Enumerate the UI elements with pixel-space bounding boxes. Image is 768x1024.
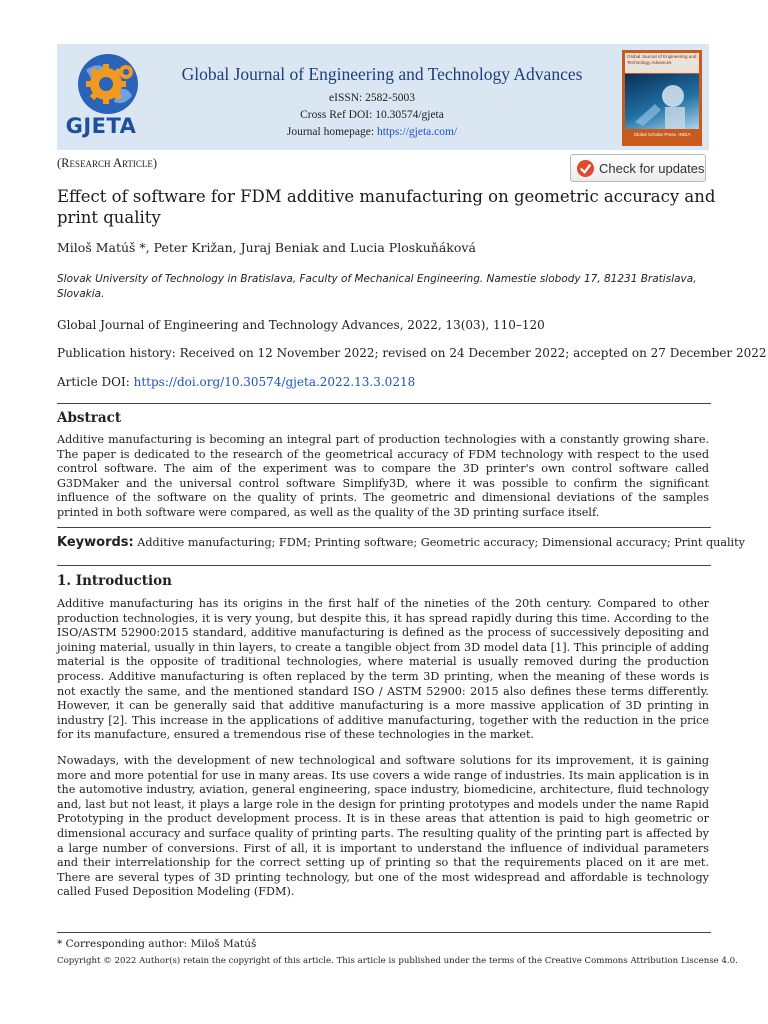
- keywords: [57, 535, 745, 550]
- divider: [57, 527, 711, 528]
- footnote-divider: [57, 932, 711, 933]
- copyright-notice: Copyright © 2022 Author(s) retain the copyright of this article. This article is published under the terms of the Creative Commons Attribution Liscense 4.0.: [57, 956, 738, 966]
- divider: [57, 565, 711, 566]
- article-doi-link[interactable]: https://doi.org/10.30574/gjeta.2022.13.3.0218: [133, 375, 416, 389]
- citation: Global Journal of Engineering and Technology Advances, 2022, 13(03), 110–120: [57, 318, 545, 332]
- article-type: (Research Article): [57, 156, 158, 170]
- check-updates-label: Check for updates: [599, 161, 705, 176]
- cover-footer: Global Scholar Press, INDIA: [633, 132, 691, 137]
- introduction-paragraph-2: Nowadays, with the development of new technological and software solutions for its improvement, it is gaining more and more potential for use in many areas. Its use covers a wide range of industries. Its main application is in the automotive industry, aviation, general engineering, space industry, biomedicine, architecture, fluid technology and, last but not least, it plays a large role in the design for printing prototypes and models under the name Rapid Prototyping in the product development process. It is in these areas that attention is paid to high geometric or dimensional accuracy and surface quality of printing parts. The resulting quality of the printing part is affected by a large number of conversions. First of all, it is important to understand the influence of individual parameters and their interrelationship for the correct setting up of printing so that the requirements placed on it are met. There are several types of 3D printing technology, but one of the most widespread and affordable is technology called Fused Deposition Modeling (FDM).: [57, 754, 709, 899]
- eissn: eISSN: 2582-5003: [329, 92, 415, 104]
- introduction-heading: 1. Introduction: [57, 573, 172, 589]
- article-title: Effect of software for FDM additive manufacturing on geometric accuracy and print quality: [57, 187, 716, 227]
- journal-doi: Cross Ref DOI: 10.30574/gjeta: [300, 109, 444, 121]
- keywords-label: Keywords:: [57, 535, 134, 550]
- check-updates-icon: [576, 159, 595, 178]
- journal-homepage: [222, 126, 522, 138]
- keywords-text: Additive manufacturing; FDM; Printing software; Geometric accuracy; Dimensional accuracy; Print quality: [137, 536, 745, 549]
- logo-text: GJETA: [65, 114, 137, 138]
- journal-cover-image: [622, 50, 702, 146]
- corresponding-author: * Corresponding author: Miloš Matúš: [57, 938, 257, 950]
- check-for-updates-button[interactable]: [570, 154, 706, 182]
- authors: Miloš Matúš *, Peter Križan, Juraj Beniak and Lucia Ploskuňáková: [57, 240, 476, 255]
- article-doi: [57, 375, 415, 389]
- divider: [57, 403, 711, 404]
- journal-header: [57, 44, 709, 150]
- homepage-label: Journal homepage:: [286, 126, 375, 138]
- abstract-heading: Abstract: [57, 410, 122, 426]
- journal-title: Global Journal of Engineering and Technology Advances: [181, 64, 583, 84]
- article-doi-label: Article DOI:: [57, 375, 130, 389]
- cover-robot-image: [625, 74, 699, 129]
- publication-history: Publication history: Received on 12 November 2022; revised on 24 December 2022; accepted on 27 December 2022: [57, 346, 767, 360]
- cover-title: Global Journal of Engineering and Technology Advances: [625, 53, 699, 73]
- abstract-text: Additive manufacturing is becoming an integral part of production technologies with a constantly growing share. The paper is dedicated to the research of the geometrical accuracy of FDM technology with respect to the used control software. The aim of the experiment was to compare the 3D printer's own control software called G3DMaker and the universal control software Simplify3D, where it was possible to confirm the significant influence of the software on the quality of prints. The geometric and dimensional deviations of the samples printed in both software were compared, as well as the quality of the 3D printing surface itself.: [57, 433, 709, 519]
- homepage-link[interactable]: https://gjeta.com/: [376, 126, 458, 138]
- introduction-paragraph-1: Additive manufacturing has its origins in the first half of the nineties of the 20th century. Compared to other production technologies, it is very young, but despite this, it has spread rapidly during this time. According to the ISO/ASTM 52900:2015 standard, additive manufacturing is defined as the process of successively depositing and joining material, usually in thin layers, to create a tangible object from 3D model data [1]. This principle of adding material is the opposite of traditional technologies, where material is usually removed during the production process. Additive manufacturing is often replaced by the term 3D printing, when the meaning of these words is not exactly the same, and the mentioned standard ISO / ASTM 52900: 2015 also defines these terms differently. However, it can be generally said that additive manufacturing is a more massive application of 3D printing in industry [2]. This increase in the applications of additive manufacturing, together with the reduction in the price for its manufacture, ensured a tremendous rise of these technologies in the market.: [57, 597, 709, 742]
- affiliation: Slovak University of Technology in Bratislava, Faculty of Mechanical Engineering. Namestie slobody 17, 81231 Bratislava, Slovakia.: [57, 273, 697, 300]
